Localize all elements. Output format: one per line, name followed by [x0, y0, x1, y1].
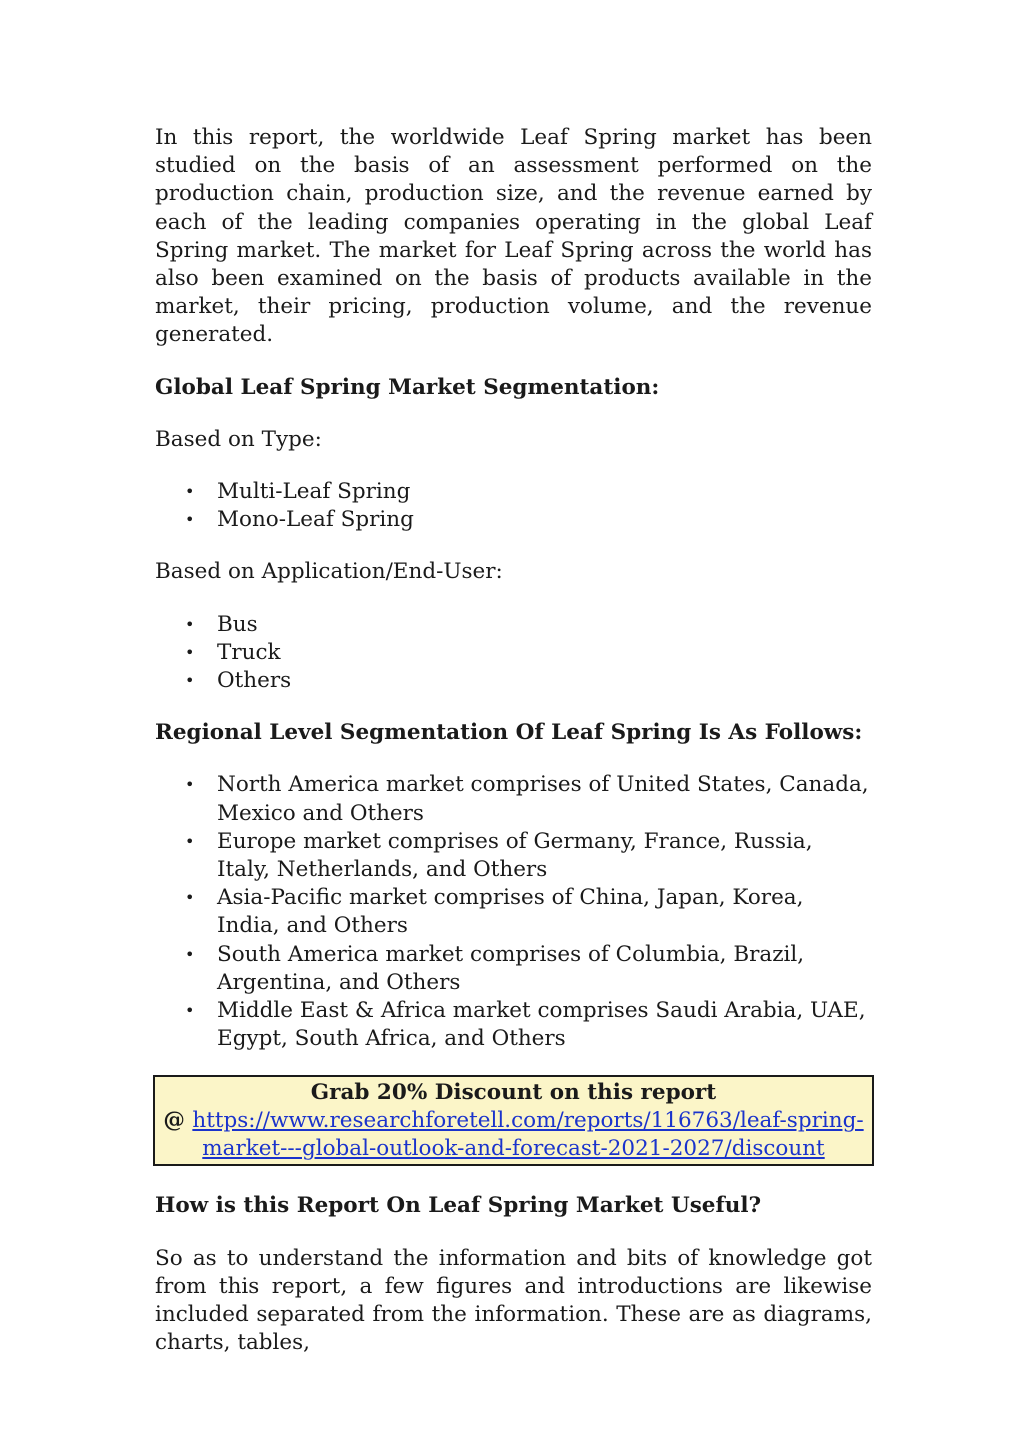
- discount-at-sign: @: [163, 1108, 193, 1134]
- list-item: • Mono-Leaf Spring: [155, 506, 872, 534]
- list-item: • Truck: [155, 639, 872, 667]
- discount-box: [153, 1075, 874, 1166]
- type-list: [155, 478, 872, 534]
- region-list: [155, 771, 872, 1053]
- useful-paragraph: So as to understand the information and bits of knowledge got from this report, a few figures and introductions are likewise included separated from the information. These are as diagrams, charts, tables,: [155, 1245, 872, 1356]
- intro-paragraph: In this report, the worldwide Leaf Spring market has been studied on the basis of an assessment performed on the production chain, production size, and the revenue earned by each of the leading companies operating in the global Leaf Spring market. The market for Leaf Spring across the world has also been examined on the basis of products available in the market, their pricing, production volume, and the revenue generated.: [155, 125, 872, 348]
- segmentation-heading: Global Leaf Spring Market Segmentation:: [155, 374, 660, 400]
- list-item: • Middle East & Africa market comprises Saudi Arabia, UAE, Egypt, South Africa, and Others: [155, 997, 872, 1053]
- list-item: • Asia-Pacific market comprises of China, Japan, Korea, India, and Others: [155, 884, 872, 940]
- list-item: • Europe market comprises of Germany, France, Russia, Italy, Netherlands, and Others: [155, 828, 872, 884]
- list-item: • North America market comprises of United States, Canada, Mexico and Others: [155, 771, 872, 827]
- document-page: [155, 124, 872, 1358]
- regional-heading: Regional Level Segmentation Of Leaf Spring Is As Follows:: [155, 720, 863, 746]
- discount-title: Grab 20% Discount on this report: [310, 1080, 717, 1106]
- discount-link[interactable]: https://www.researchforetell.com/reports/116763/leaf-spring-market---global-outlook-and-forecast-2021-2027/discount: [192, 1108, 864, 1162]
- application-label: Based on Application/End-User:: [155, 559, 503, 585]
- list-item: • Others: [155, 667, 872, 695]
- list-item: • Multi-Leaf Spring: [155, 478, 872, 506]
- list-item: • South America market comprises of Columbia, Brazil, Argentina, and Others: [155, 941, 872, 997]
- application-list: [155, 611, 872, 696]
- type-label: Based on Type:: [155, 426, 322, 452]
- discount-link-line: [159, 1107, 868, 1163]
- list-item: • Bus: [155, 611, 872, 639]
- useful-heading: How is this Report On Leaf Spring Market Useful?: [155, 1193, 762, 1219]
